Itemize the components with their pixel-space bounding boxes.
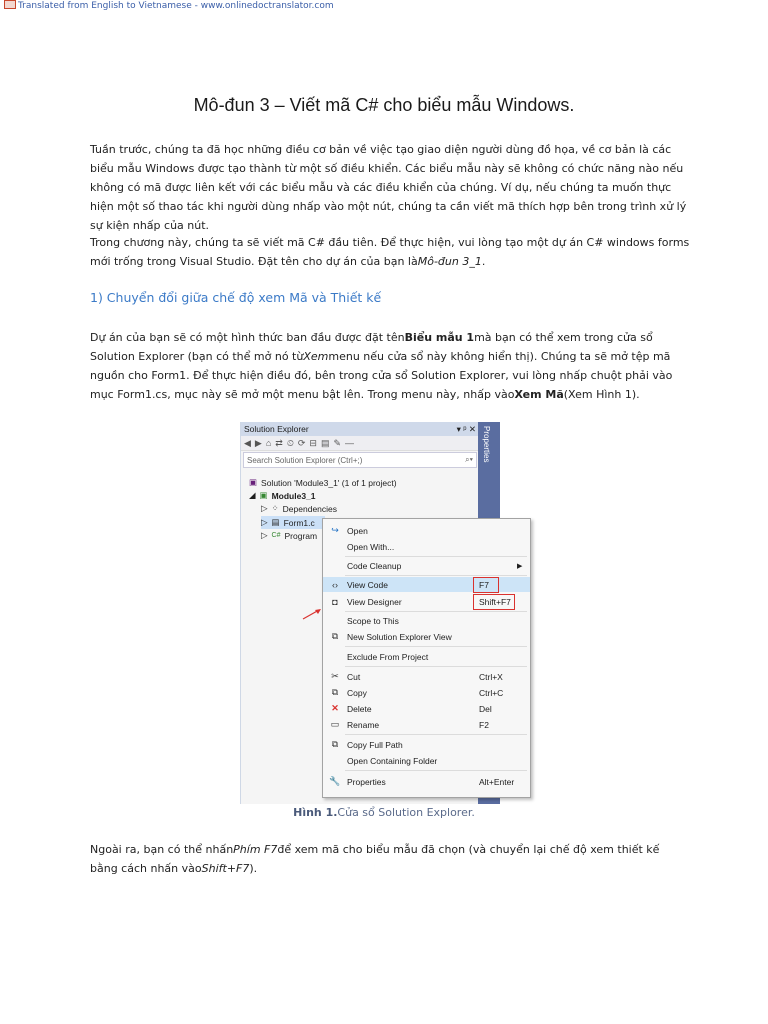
menu-separator [345,556,527,557]
tree-item-project[interactable] [249,489,316,502]
menu-item-exclude[interactable] [323,649,530,664]
translator-logo-icon [4,0,16,9]
solution-explorer-titlebar [241,422,479,436]
copy-icon: ⧉ [331,687,339,697]
menu-item-rename[interactable] [323,717,530,732]
csharp-file-icon: C# [271,532,281,539]
back-icon[interactable]: ◀ [244,437,251,448]
menu-label: Open [347,525,368,536]
switch-views-icon[interactable]: ⇄ [275,437,283,448]
menu-label: View Designer [347,596,402,607]
menu-shortcut: Del [479,703,492,714]
menu-item-open[interactable] [323,523,530,538]
p4-c: để xem mã cho biểu mẫu đã chọn (và chuyển lại chế độ xem thiết kế bằng cách nhấn vào [90,843,660,875]
view-menu-name: Xem [303,350,329,363]
caption-text: Cửa sổ Solution Explorer. [337,806,475,819]
menu-item-open-with[interactable] [323,539,530,554]
form-name: Biểu mẫu 1 [404,331,475,344]
menu-item-delete[interactable] [323,701,530,716]
menu-separator [345,611,527,612]
cut-icon: ✂ [331,671,339,681]
tree-item-form1[interactable] [261,516,325,529]
tree-item-program[interactable] [261,529,317,542]
collapse-arrow-icon[interactable]: ▷ [261,503,268,513]
p4-e: ). [249,862,258,875]
home-icon[interactable]: ⌂ [265,438,272,448]
menu-label: Code Cleanup [347,560,402,571]
banner-text[interactable]: Translated from English to Vietnamese - www.onlinedoctranslator.com [18,1,334,11]
menu-item-copy[interactable] [323,685,530,700]
collapse-arrow-icon[interactable]: ▷ [261,530,268,540]
p3-a: Dự án của bạn sẽ có một hình thức ban đầu được đặt tên [90,331,405,344]
project-name: Mô-đun 3_1 [417,255,482,268]
sync-icon[interactable]: ⟳ [297,437,306,448]
figure-solution-explorer [240,422,523,804]
section-heading: 1) Chuyển đổi giữa chế độ xem Mã và Thiết kế [90,290,382,305]
red-arrow-icon [300,606,324,622]
menu-separator [345,575,527,576]
submenu-arrow-icon: ▶ [517,562,523,570]
open-icon: ↪ [331,525,339,535]
collapse-all-icon[interactable]: ⊟ [309,437,317,448]
tree-label: Dependencies [282,503,338,514]
shift-f7-key: Shift+F7 [201,862,250,875]
p3-g: (Xem Hình 1). [563,388,640,401]
menu-shortcut: Ctrl+X [479,671,503,682]
f7-key: Phím F7 [233,843,278,856]
expand-arrow-icon[interactable]: ◢ [249,490,256,500]
pin-icon[interactable]: — [345,438,355,448]
menu-label: Open Containing Folder [347,755,438,766]
wrench-icon: 🔧 [329,776,341,786]
rename-icon: ▭ [330,719,340,729]
menu-label: Rename [347,719,380,730]
code-icon: ‹› [332,579,338,590]
tree-label: Solution 'Module3_1' (1 of 1 project) [261,477,397,488]
paragraph-create-project [90,233,690,271]
highlight-box-f7 [473,577,499,593]
paragraph-intro: Tuần trước, chúng ta đã học những điều cơ bản về việc tạo giao diện người dùng đồ họa, về cơ bản là các biểu mẫu Windows được tạo thành từ một số điều khiển. Các biểu mẫu này sẽ không có chức năng nào nếu không có mã được liên kết với các biểu mẫu và các điều khiển của chúng. Ví dụ, nếu chúng ta muốn thực hiện một số thao tác khi người dùng nhấp vào một nút, chúng ta cần viết mã thích hợp bên trong trình xử lý sự kiện nhấp của nút. [90,143,687,232]
csharp-project-icon: ▣ [259,490,268,500]
tree-label: Program [284,530,318,541]
menu-separator [345,646,527,647]
search-icon[interactable]: ⌕▾ [465,455,473,464]
menu-shortcut: F2 [479,719,489,730]
view-code-name: Xem Mã [514,388,564,401]
p3-e: menu nếu cửa sổ này không hiển thị). Chúng ta sẽ mở tệp mã nguồn cho Form1. Để thực hiện điều đó, bên trong cửa sổ Solution Explorer, vui lòng nhấp chuột phải vào mục Form1.cs, mục này sẽ mở một menu bật lên. Trong menu này, nhấp vào [90,350,673,401]
highlight-box-shift-f7 [473,594,515,610]
tree-item-dependencies[interactable] [261,502,337,515]
p2-end: . [481,255,486,268]
caption-label: Hình 1. [293,806,338,819]
tree-label: Form1.c [283,517,315,528]
menu-label: Scope to This [347,615,399,626]
search-placeholder: Search Solution Explorer (Ctrl+;) [247,455,363,465]
menu-item-new-view[interactable] [323,629,530,644]
figure-caption [0,806,768,819]
page-title: Mô-đun 3 – Viết mã C# cho biểu mẫu Windows. [193,95,575,115]
menu-label: Properties [347,776,386,787]
menu-label: Open With... [347,541,395,552]
menu-separator [345,666,527,667]
menu-item-scope-to-this[interactable] [323,613,530,628]
context-menu [322,518,531,798]
properties-tab-label: Properties [482,426,491,463]
p3-c: mà bạn có thể xem trong cửa sổ Solution Explorer (bạn có thể mở nó từ [90,331,653,363]
menu-item-open-folder[interactable] [323,753,530,768]
form-icon: ▤ [271,517,280,527]
menu-label: Exclude From Project [347,651,429,662]
menu-label: Delete [347,703,372,714]
menu-shortcut: Ctrl+C [479,687,504,698]
menu-label: New Solution Explorer View [347,631,452,642]
solution-explorer-title: Solution Explorer [244,424,309,434]
p2-text: Trong chương này, chúng ta sẽ viết mã C# đầu tiên. Để thực hiện, vui lòng tạo một dự án C# windows forms mới trống trong Visual Studio. Đặt tên cho dự án của bạn là [90,236,690,268]
copy-path-icon: ⧉ [331,739,339,749]
menu-separator [345,734,527,735]
pending-changes-icon[interactable]: ⏲ [286,437,294,448]
solution-icon: ▣ [249,477,258,487]
designer-icon: ◘ [332,596,338,607]
forward-icon[interactable]: ▶ [254,437,262,448]
tree-label: Module3_1 [271,490,316,501]
titlebar-controls-icon[interactable]: ▾ ᵖ ✕ [456,423,476,434]
properties-wrench-icon[interactable]: ✎ [333,437,342,448]
dependencies-icon: ⁘ [271,503,279,513]
delete-icon: ✕ [331,703,339,713]
menu-separator [345,770,527,771]
p4-a: Ngoài ra, bạn có thể nhấn [90,843,234,856]
menu-item-properties[interactable] [323,774,530,789]
translation-banner[interactable] [4,0,334,11]
menu-label: Cut [347,671,361,682]
menu-shortcut: Shift+F7 [479,596,511,607]
menu-label: Copy [347,687,367,698]
menu-shortcut: Alt+Enter [479,776,515,787]
tree-item-solution[interactable] [249,476,397,489]
menu-item-copy-full-path[interactable] [323,737,530,752]
solution-explorer-search[interactable] [243,452,477,468]
solution-explorer-toolbar [241,436,479,451]
menu-label: Copy Full Path [347,739,403,750]
new-view-icon: ⧉ [331,631,339,641]
paragraph-open-code [90,328,690,404]
show-all-files-icon[interactable]: ▤ [320,437,330,448]
menu-label: View Code [347,579,388,590]
menu-shortcut: F7 [479,579,489,590]
paragraph-shortcuts [90,840,690,878]
collapse-arrow-icon[interactable]: ▷ [261,517,268,527]
menu-item-code-cleanup[interactable] [323,558,530,573]
menu-item-cut[interactable] [323,669,530,684]
